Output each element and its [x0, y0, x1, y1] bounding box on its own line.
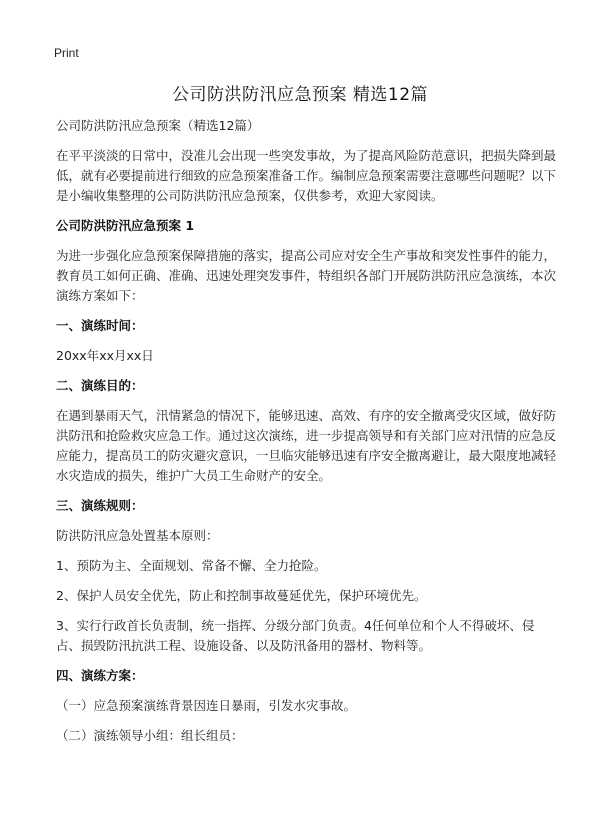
heading-drill-plan: 四、演练方案： — [56, 668, 144, 683]
drill-purpose-text: 在遇到暴雨天气，汛情紧急的情况下，能够迅速、高效、有序的安全撤离受灾区域，做好防洪防汛和抢险救灾应急工作。通过这次演练，进一步提高领导和有关部门应对汛情的应急反应能力，提高员工的防灾避灾意识，一旦临灾能够迅速有序安全撤离避让，最大限度地减轻水灾造成的损失，维护广大员工生命财产的安全。 — [56, 408, 557, 483]
rules-intro: 防洪防汛应急处置基本原则： — [56, 528, 219, 543]
rule-item: 2、保护人员安全优先，防止和控制事故蔓延优先，保护环境优先。 — [56, 588, 427, 603]
document-subtitle: 公司防洪防汛应急预案（精选12篇） — [56, 118, 260, 133]
intro-paragraph: 在平平淡淡的日常中，没准儿会出现一些突发事故，为了提高风险防范意识，把损失降到最低，就有必要提前进行细致的应急预案准备工作。编制应急预案需要注意哪些问题呢？以下是小编收集整理的公司防洪防汛应急预案，仅供参考，欢迎大家阅读。 — [56, 148, 557, 203]
print-link[interactable]: Print — [54, 46, 79, 60]
section-intro-paragraph: 为进一步强化应急预案保障措施的落实，提高公司应对安全生产事故和突发性事件的能力，教育员工如何正确、准确、迅速处理突发事件，特组织各部门开展防洪防汛应急演练，本次演练方案如下： — [56, 248, 557, 303]
plan-item: （二）演练领导小组：组长组员： — [56, 728, 244, 743]
rule-item: 3、实行行政首长负责制，统一指挥、分级分部门负责。4任何单位和个人不得破坏、侵占、损毁防汛抗洪工程、设施设备、以及防汛备用的器材、物料等。 — [56, 618, 535, 653]
drill-time-value: 20xx年xx月xx日 — [56, 348, 154, 363]
rule-item: 1、预防为主、全面规划、常备不懈、全力抢险。 — [56, 558, 327, 573]
plan-item: （一）应急预案演练背景因连日暴雨，引发水灾事故。 — [56, 698, 357, 713]
page-title: 公司防洪防汛应急预案 精选12篇 — [171, 85, 429, 105]
heading-drill-purpose: 二、演练目的： — [56, 378, 144, 393]
document-body — [56, 116, 556, 756]
heading-drill-rules: 三、演练规则： — [56, 498, 144, 513]
section-heading: 公司防洪防汛应急预案 1 — [56, 218, 195, 233]
heading-drill-time: 一、演练时间： — [56, 318, 144, 333]
